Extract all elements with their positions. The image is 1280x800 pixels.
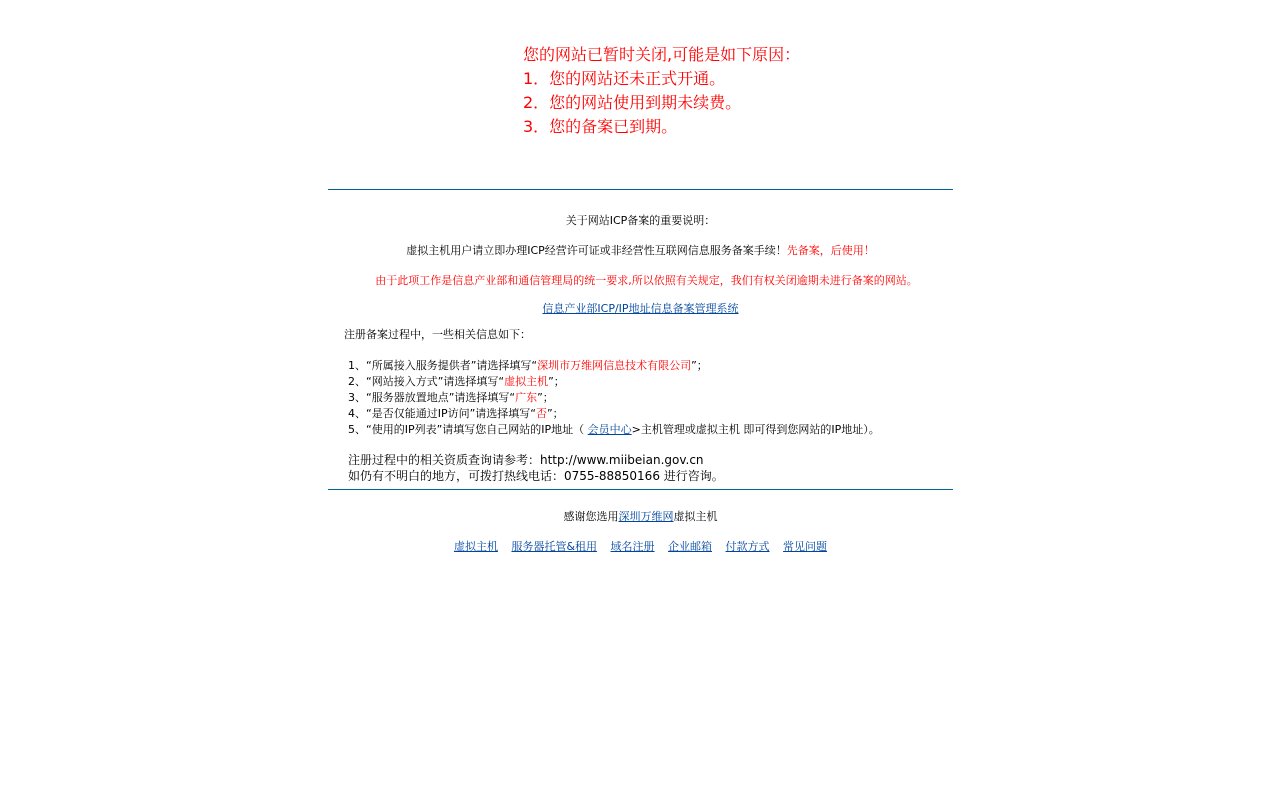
icp-info-panel bbox=[328, 189, 953, 554]
footer-link-server-hosting[interactable]: 服务器托管&租用 bbox=[511, 540, 598, 553]
footer-nav bbox=[328, 540, 953, 554]
list-item: 4、“是否仅能通过IP访问”请选择填写“否”； bbox=[348, 407, 564, 420]
top-divider bbox=[328, 189, 953, 190]
reference-text: 注册过程中的相关资质查询请参考：http://www.miibeian.gov.cn bbox=[348, 453, 704, 467]
hotline-text: 如仍有不明白的地方，可拨打热线电话：0755-88850166 进行咨询。 bbox=[348, 469, 724, 483]
footer-link-virtual-host[interactable]: 虚拟主机 bbox=[453, 540, 498, 553]
provider-value: 深圳市万维网信息技术有限公司 bbox=[537, 359, 692, 372]
footer-link-faq[interactable]: 常见问题 bbox=[783, 540, 828, 553]
icp-heading: 关于网站ICP备案的重要说明： bbox=[565, 214, 716, 227]
list-item: 1、“所属接入服务提供者”请选择填写“深圳市万维网信息技术有限公司”； bbox=[348, 359, 708, 372]
server-location-value: 广东 bbox=[515, 391, 538, 404]
process-intro: 注册备案过程中，一些相关信息如下： bbox=[344, 328, 531, 341]
closure-reason-1: 1．您的网站还未正式开通。 bbox=[523, 69, 726, 88]
list-item: 5、“使用的IP列表”请填写您自己网站的IP地址（ 会员中心>主机管理或虚拟主机 即可得到您网站的IP地址）。 bbox=[348, 423, 880, 436]
footer-link-payment[interactable]: 付款方式 bbox=[725, 540, 770, 553]
closure-notice-title: 您的网站已暂时关闭,可能是如下原因： bbox=[523, 45, 801, 64]
bottom-divider bbox=[328, 489, 953, 490]
icp-system-link-row bbox=[328, 302, 953, 316]
member-center-link[interactable]: 会员中心 bbox=[587, 423, 632, 436]
list-item: 3、“服务器放置地点”请选择填写“广东”； bbox=[348, 391, 554, 404]
contact-block bbox=[328, 452, 953, 484]
closure-reason-3: 3．您的备案已到期。 bbox=[523, 117, 678, 136]
process-list bbox=[328, 358, 953, 438]
footer-link-email[interactable]: 企业邮箱 bbox=[668, 540, 713, 553]
icp-requirement-text: 虚拟主机用户请立即办理ICP经营许可证或非经营性互联网信息服务备案手续！ bbox=[406, 244, 787, 257]
closure-reason-2: 2．您的网站使用到期未续费。 bbox=[523, 93, 742, 112]
list-item: 2、“网站接入方式”请选择填写“虚拟主机”； bbox=[348, 375, 565, 388]
icp-requirement bbox=[328, 244, 953, 258]
icp-policy: 由于此项工作是信息产业部和通信管理局的统一要求,所以依照有关规定，我们有权关闭逾期未进行备案的网站。 bbox=[375, 274, 918, 287]
footer-link-domain[interactable]: 域名注册 bbox=[610, 540, 655, 553]
closure-notice bbox=[523, 43, 800, 139]
icp-requirement-highlight: 先备案，后使用！ bbox=[786, 244, 875, 257]
access-method-value: 虚拟主机 bbox=[504, 375, 549, 388]
thanks-line: 感谢您选用深圳万维网虚拟主机 bbox=[563, 510, 718, 523]
provider-home-link[interactable]: 深圳万维网 bbox=[618, 510, 674, 523]
icp-system-link[interactable]: 信息产业部ICP/IP地址信息备案管理系统 bbox=[542, 302, 739, 315]
ip-only-value: 否 bbox=[535, 407, 547, 420]
